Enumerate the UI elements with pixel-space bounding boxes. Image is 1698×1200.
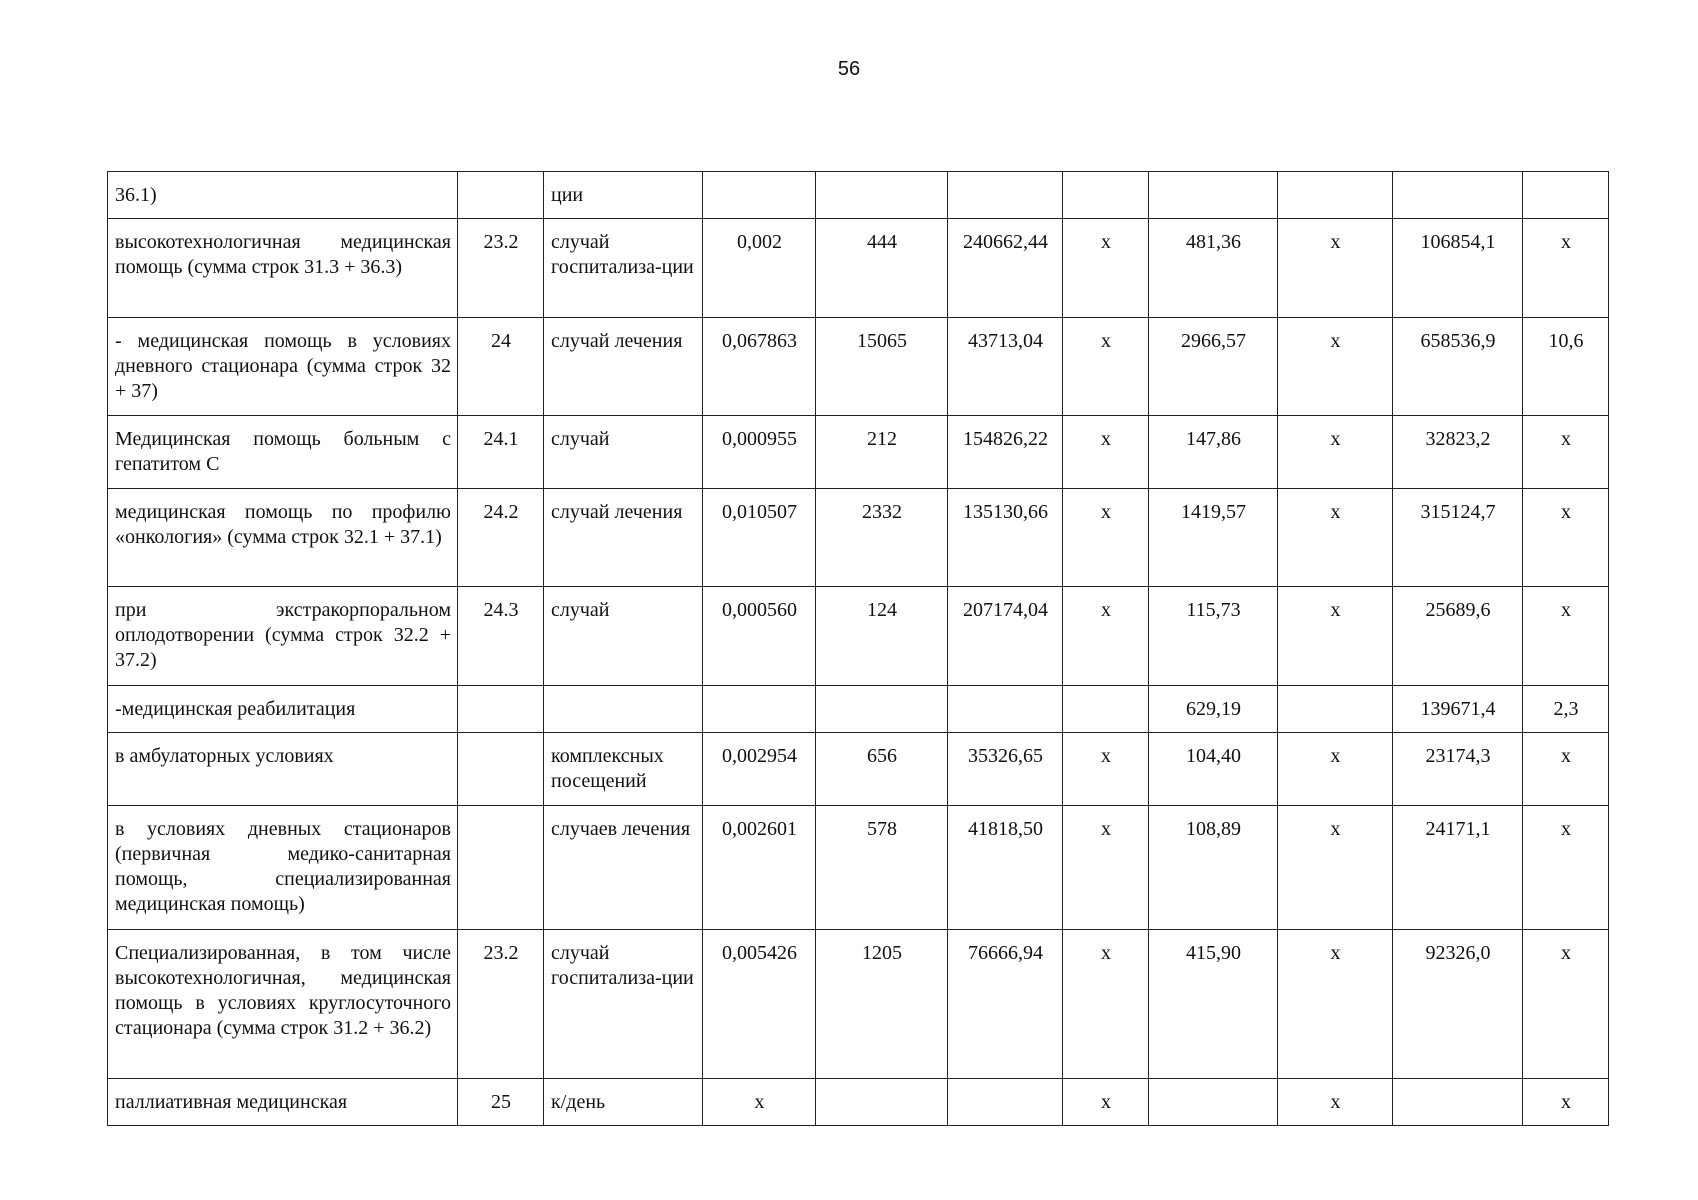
unit-cell: случаев лечения [544, 806, 703, 930]
value-cell: 658536,9 [1393, 318, 1523, 416]
value-cell: 32823,2 [1393, 416, 1523, 489]
page-number: 56 [837, 58, 861, 80]
value-cell: 0,002954 [703, 733, 816, 806]
value-cell: х [1063, 219, 1149, 318]
table-row [108, 416, 1609, 489]
value-cell: 154826,22 [948, 416, 1063, 489]
unit-cell: случай госпитализа-ции [544, 219, 703, 318]
value-cell: 115,73 [1149, 587, 1278, 686]
table-row [108, 733, 1609, 806]
value-cell [948, 1079, 1063, 1126]
value-cell: 35326,65 [948, 733, 1063, 806]
value-cell: х [1063, 806, 1149, 930]
row-code-cell: 23.2 [458, 219, 544, 318]
value-cell: х [1523, 806, 1609, 930]
value-cell: 2332 [816, 489, 948, 587]
value-cell: 24171,1 [1393, 806, 1523, 930]
value-cell: 147,86 [1149, 416, 1278, 489]
value-cell: х [1523, 930, 1609, 1079]
value-cell: х [1278, 318, 1393, 416]
row-code-cell: 25 [458, 1079, 544, 1126]
value-cell: 104,40 [1149, 733, 1278, 806]
value-cell: х [1278, 733, 1393, 806]
value-cell: 41818,50 [948, 806, 1063, 930]
value-cell: 578 [816, 806, 948, 930]
row-code-cell: 24.3 [458, 587, 544, 686]
row-name-cell: высокотехнологичная медицинская помощь (сумма строк 31.3 + 36.3) [108, 219, 458, 318]
value-cell: х [1278, 806, 1393, 930]
table-row [108, 587, 1609, 686]
row-code-cell: 24.1 [458, 416, 544, 489]
value-cell: 0,005426 [703, 930, 816, 1079]
value-cell: х [1063, 733, 1149, 806]
value-cell [1393, 172, 1523, 219]
row-name-cell: в условиях дневных стационаров (первичная медико-санитарная помощь, специализированная медицинская помощь) [108, 806, 458, 930]
value-cell: х [1063, 318, 1149, 416]
unit-cell: к/день [544, 1079, 703, 1126]
unit-cell [544, 686, 703, 733]
value-cell: 315124,7 [1393, 489, 1523, 587]
value-cell: х [1278, 587, 1393, 686]
value-cell [948, 172, 1063, 219]
value-cell: х [1063, 1079, 1149, 1126]
row-code-cell: 23.2 [458, 930, 544, 1079]
value-cell: х [1063, 489, 1149, 587]
row-code-cell [458, 733, 544, 806]
value-cell: 481,36 [1149, 219, 1278, 318]
table-row [108, 172, 1609, 219]
value-cell [1063, 686, 1149, 733]
value-cell: х [1523, 219, 1609, 318]
value-cell [1278, 172, 1393, 219]
value-cell: 0,010507 [703, 489, 816, 587]
value-cell [1393, 1079, 1523, 1126]
value-cell: 0,000955 [703, 416, 816, 489]
row-code-cell: 24.2 [458, 489, 544, 587]
value-cell [1063, 172, 1149, 219]
value-cell: х [1063, 416, 1149, 489]
value-cell: 43713,04 [948, 318, 1063, 416]
value-cell [1278, 686, 1393, 733]
value-cell: 1419,57 [1149, 489, 1278, 587]
table-row [108, 318, 1609, 416]
data-table [107, 171, 1609, 1126]
table-row [108, 489, 1609, 587]
table-row [108, 219, 1609, 318]
row-name-cell: в амбулаторных условиях [108, 733, 458, 806]
value-cell: х [1523, 1079, 1609, 1126]
row-code-cell [458, 806, 544, 930]
value-cell: 2966,57 [1149, 318, 1278, 416]
value-cell: 0,000560 [703, 587, 816, 686]
unit-cell: комплексных посещений [544, 733, 703, 806]
value-cell [703, 686, 816, 733]
value-cell: х [1278, 930, 1393, 1079]
value-cell: 10,6 [1523, 318, 1609, 416]
value-cell: 240662,44 [948, 219, 1063, 318]
value-cell [816, 172, 948, 219]
table-row [108, 930, 1609, 1079]
row-name-cell: Специализированная, в том числе высокотехнологичная, медицинская помощь в условиях круглосуточного стационара (сумма строк 31.2 + 36.2) [108, 930, 458, 1079]
table-body [108, 172, 1609, 1126]
value-cell: 1205 [816, 930, 948, 1079]
row-name-cell: медицинская помощь по профилю «онкология» (сумма строк 32.1 + 37.1) [108, 489, 458, 587]
value-cell: х [1278, 1079, 1393, 1126]
row-name-cell: Медицинская помощь больным с гепатитом С [108, 416, 458, 489]
value-cell [948, 686, 1063, 733]
row-code-cell [458, 172, 544, 219]
value-cell: х [703, 1079, 816, 1126]
value-cell: 212 [816, 416, 948, 489]
value-cell: 444 [816, 219, 948, 318]
value-cell: 0,002601 [703, 806, 816, 930]
value-cell [816, 1079, 948, 1126]
value-cell: 207174,04 [948, 587, 1063, 686]
table-row [108, 806, 1609, 930]
row-code-cell [458, 686, 544, 733]
value-cell: 656 [816, 733, 948, 806]
value-cell [1149, 172, 1278, 219]
value-cell: 76666,94 [948, 930, 1063, 1079]
value-cell: 108,89 [1149, 806, 1278, 930]
value-cell: 135130,66 [948, 489, 1063, 587]
value-cell: 15065 [816, 318, 948, 416]
table-row [108, 1079, 1609, 1126]
row-name-cell: 36.1) [108, 172, 458, 219]
unit-cell: случай [544, 587, 703, 686]
row-name-cell: -медицинская реабилитация [108, 686, 458, 733]
table-row [108, 686, 1609, 733]
row-code-cell: 24 [458, 318, 544, 416]
row-name-cell: паллиативная медицинская [108, 1079, 458, 1126]
row-name-cell: при экстракорпоральном оплодотворении (сумма строк 32.2 + 37.2) [108, 587, 458, 686]
value-cell [816, 686, 948, 733]
value-cell: х [1523, 489, 1609, 587]
value-cell: х [1063, 930, 1149, 1079]
value-cell: х [1523, 733, 1609, 806]
value-cell: 92326,0 [1393, 930, 1523, 1079]
unit-cell: случай [544, 416, 703, 489]
value-cell: 2,3 [1523, 686, 1609, 733]
unit-cell: случай лечения [544, 489, 703, 587]
value-cell: 25689,6 [1393, 587, 1523, 686]
value-cell: х [1523, 416, 1609, 489]
value-cell: 415,90 [1149, 930, 1278, 1079]
row-name-cell: - медицинская помощь в условиях дневного стационара (сумма строк 32 + 37) [108, 318, 458, 416]
unit-cell: случай госпитализа-ции [544, 930, 703, 1079]
value-cell: 629,19 [1149, 686, 1278, 733]
value-cell [1523, 172, 1609, 219]
value-cell [1149, 1079, 1278, 1126]
unit-cell: ции [544, 172, 703, 219]
unit-cell: случай лечения [544, 318, 703, 416]
value-cell: 106854,1 [1393, 219, 1523, 318]
value-cell: х [1523, 587, 1609, 686]
value-cell: х [1278, 489, 1393, 587]
value-cell [703, 172, 816, 219]
value-cell: х [1278, 416, 1393, 489]
value-cell: х [1063, 587, 1149, 686]
value-cell: 0,002 [703, 219, 816, 318]
value-cell: 124 [816, 587, 948, 686]
value-cell: 0,067863 [703, 318, 816, 416]
value-cell: 139671,4 [1393, 686, 1523, 733]
value-cell: х [1278, 219, 1393, 318]
value-cell: 23174,3 [1393, 733, 1523, 806]
